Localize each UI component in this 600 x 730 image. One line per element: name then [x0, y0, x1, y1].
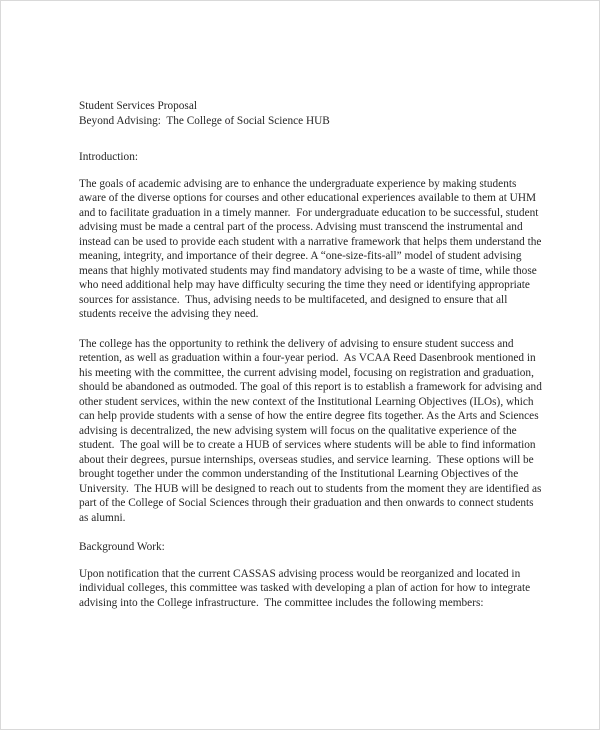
document-title-line-1: Student Services Proposal [79, 100, 197, 112]
document-body [79, 99, 543, 610]
document-title-line-2: Beyond Advising: The College of Social Science HUB [79, 114, 330, 127]
document-title-block [79, 99, 543, 128]
section-heading-background-work: Background Work: [79, 541, 165, 553]
introduction-paragraph-1: The goals of academic advising are to enhance the undergraduate experience by making students aware of the diverse options for courses and other educational experiences available to them at UHM and to facilitate graduation in a timely manner. For undergraduate education to be successful, student advising must be made a central part of the process. Advising must transcend the instrumental and instead can be used to provide each student with a narrative framework that helps them understand the meaning, integrity, and importance of their degree. A “one-size-fits-all” model of student advising means that highly motivated students may find mandatory advising to be a waste of time, while those who need additional help may have difficulty securing the time they need or identifying appropriate sources for assistance. Thus, advising needs to be multifaceted, and designed to ensure that all students receive the advising they need. [79, 177, 545, 320]
section-heading-introduction: Introduction: [79, 151, 138, 163]
introduction-paragraph-2: The college has the opportunity to rethink the delivery of advising to ensure student success and retention, as well as graduation within a four-year period. As VCAA Reed Dasenbrook mentioned in his meeting with the committee, the current advising model, focusing on registration and graduation, should be abandoned as outmoded. The goal of this report is to establish a framework for advising and other student services, within the new context of the Institutional Learning Objectives (ILOs), which can help provide students with a sense of how the entire degree fits together. As the Arts and Sciences advising is decentralized, the new advising system will focus on the qualitative experience of the student. The goal will be to create a HUB of services where students will be able to find information about their degrees, pursue internships, overseas studies, and service learning. These options will be brought together under the common understanding of the Institutional Learning Objectives of the University. The HUB will be designed to reach out to students from the moment they are identified as part of the College of Social Sciences through their graduation and then onwards to connect students as alumni. [79, 337, 545, 524]
background-work-paragraph-1: Upon notification that the current CASSAS advising process would be reorganized and located in individual colleges, this committee was tasked with developing a plan of action for how to integrate advising into the College infrastructure. The committee includes the following members: [79, 567, 533, 609]
